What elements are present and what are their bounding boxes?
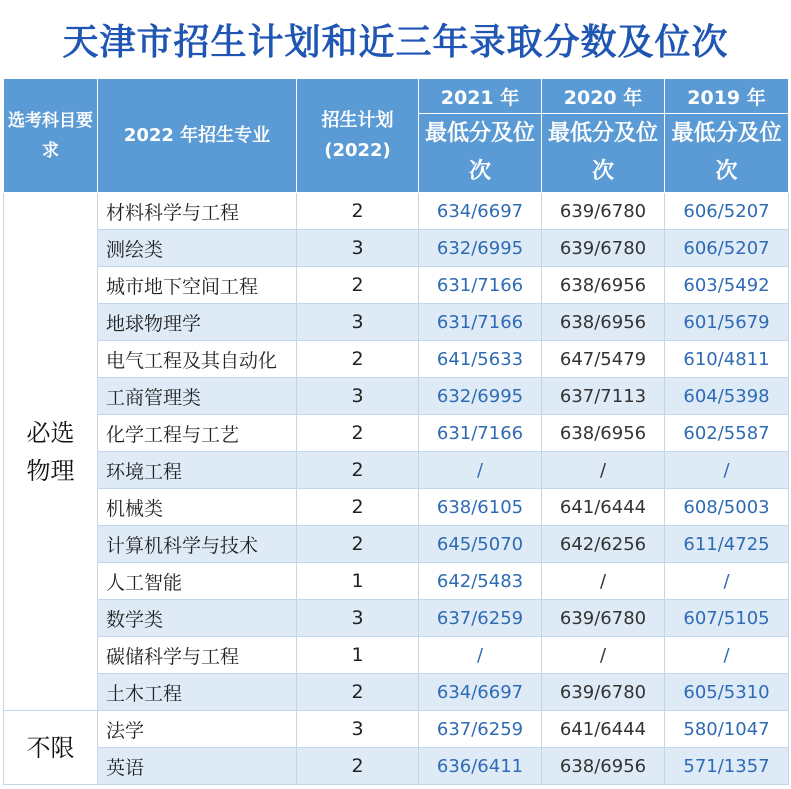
score-2020: /	[542, 452, 665, 489]
header-plan: 招生计划(2022)	[297, 79, 419, 193]
score-2020: 638/6956	[542, 748, 665, 785]
table-row	[4, 748, 789, 785]
major-name: 城市地下空间工程	[98, 267, 297, 304]
score-2019: 610/4811	[665, 341, 789, 378]
plan-count: 3	[297, 711, 419, 748]
plan-count: 3	[297, 230, 419, 267]
plan-count: 3	[297, 378, 419, 415]
plan-count: 2	[297, 748, 419, 785]
plan-count: 2	[297, 674, 419, 711]
table-body	[4, 193, 789, 785]
score-2020: 639/6780	[542, 230, 665, 267]
score-2019: /	[665, 637, 789, 674]
score-2021: 634/6697	[419, 674, 542, 711]
header-year-2020: 2020 年	[542, 79, 665, 114]
major-name: 工商管理类	[98, 378, 297, 415]
header-lowest-2021: 最低分及位次	[419, 114, 542, 193]
score-2021: 645/5070	[419, 526, 542, 563]
table-row	[4, 341, 789, 378]
plan-count: 1	[297, 637, 419, 674]
table-row	[4, 637, 789, 674]
table-row	[4, 452, 789, 489]
score-2021: 632/6995	[419, 378, 542, 415]
score-2020: 638/6956	[542, 304, 665, 341]
table-row	[4, 415, 789, 452]
score-2020: 637/7113	[542, 378, 665, 415]
plan-count: 2	[297, 415, 419, 452]
score-2021: /	[419, 452, 542, 489]
plan-count: 2	[297, 193, 419, 230]
plan-count: 1	[297, 563, 419, 600]
score-2020: 639/6780	[542, 600, 665, 637]
table-row	[4, 563, 789, 600]
score-2020: 641/6444	[542, 489, 665, 526]
table-header	[4, 79, 789, 193]
table-row	[4, 674, 789, 711]
score-2019: 580/1047	[665, 711, 789, 748]
score-2019: 608/5003	[665, 489, 789, 526]
score-2021: 642/5483	[419, 563, 542, 600]
table-row	[4, 267, 789, 304]
score-2021: 637/6259	[419, 600, 542, 637]
major-name: 环境工程	[98, 452, 297, 489]
major-name: 英语	[98, 748, 297, 785]
score-2020: 639/6780	[542, 674, 665, 711]
header-subject-requirement: 选考科目要求	[4, 79, 98, 193]
score-2021: 631/7166	[419, 304, 542, 341]
header-major: 2022 年招生专业	[98, 79, 297, 193]
score-2020: 641/6444	[542, 711, 665, 748]
major-name: 地球物理学	[98, 304, 297, 341]
plan-count: 2	[297, 526, 419, 563]
score-2019: /	[665, 452, 789, 489]
score-2019: /	[665, 563, 789, 600]
major-name: 土木工程	[98, 674, 297, 711]
major-name: 碳储科学与工程	[98, 637, 297, 674]
score-2019: 603/5492	[665, 267, 789, 304]
plan-count: 2	[297, 452, 419, 489]
score-2019: 605/5310	[665, 674, 789, 711]
major-name: 数学类	[98, 600, 297, 637]
score-2020: /	[542, 637, 665, 674]
score-2019: 606/5207	[665, 230, 789, 267]
major-name: 材料科学与工程	[98, 193, 297, 230]
score-2020: 638/6956	[542, 415, 665, 452]
score-2020: 647/5479	[542, 341, 665, 378]
plan-count: 2	[297, 341, 419, 378]
header-year-2021: 2021 年	[419, 79, 542, 114]
score-2021: 637/6259	[419, 711, 542, 748]
major-name: 机械类	[98, 489, 297, 526]
major-name: 人工智能	[98, 563, 297, 600]
table-row	[4, 526, 789, 563]
score-2020: 638/6956	[542, 267, 665, 304]
header-lowest-2020: 最低分及位次	[542, 114, 665, 193]
subject-group-label: 必选物理	[4, 193, 98, 711]
table-row	[4, 711, 789, 748]
score-2021: 632/6995	[419, 230, 542, 267]
score-2019: 602/5587	[665, 415, 789, 452]
page-title: 天津市招生计划和近三年录取分数及位次	[62, 21, 729, 63]
table-row	[4, 193, 789, 230]
major-name: 法学	[98, 711, 297, 748]
major-name: 电气工程及其自动化	[98, 341, 297, 378]
score-2019: 611/4725	[665, 526, 789, 563]
table-row	[4, 304, 789, 341]
score-2021: 634/6697	[419, 193, 542, 230]
plan-count: 2	[297, 489, 419, 526]
table-row	[4, 230, 789, 267]
major-name: 化学工程与工艺	[98, 415, 297, 452]
plan-count: 3	[297, 304, 419, 341]
score-2019: 571/1357	[665, 748, 789, 785]
score-2020: /	[542, 563, 665, 600]
table-row	[4, 600, 789, 637]
major-name: 测绘类	[98, 230, 297, 267]
plan-count: 3	[297, 600, 419, 637]
score-2021: 631/7166	[419, 267, 542, 304]
score-2021: 631/7166	[419, 415, 542, 452]
header-year-2019: 2019 年	[665, 79, 789, 114]
score-2020: 639/6780	[542, 193, 665, 230]
major-name: 计算机科学与技术	[98, 526, 297, 563]
score-2021: 638/6105	[419, 489, 542, 526]
subject-group-label: 不限	[4, 711, 98, 785]
score-2021: 636/6411	[419, 748, 542, 785]
score-2020: 642/6256	[542, 526, 665, 563]
table-row	[4, 489, 789, 526]
header-lowest-2019: 最低分及位次	[665, 114, 789, 193]
admission-table	[3, 78, 789, 785]
score-2019: 606/5207	[665, 193, 789, 230]
score-2019: 607/5105	[665, 600, 789, 637]
table-row	[4, 378, 789, 415]
score-2019: 601/5679	[665, 304, 789, 341]
plan-count: 2	[297, 267, 419, 304]
score-2019: 604/5398	[665, 378, 789, 415]
score-2021: /	[419, 637, 542, 674]
score-2021: 641/5633	[419, 341, 542, 378]
